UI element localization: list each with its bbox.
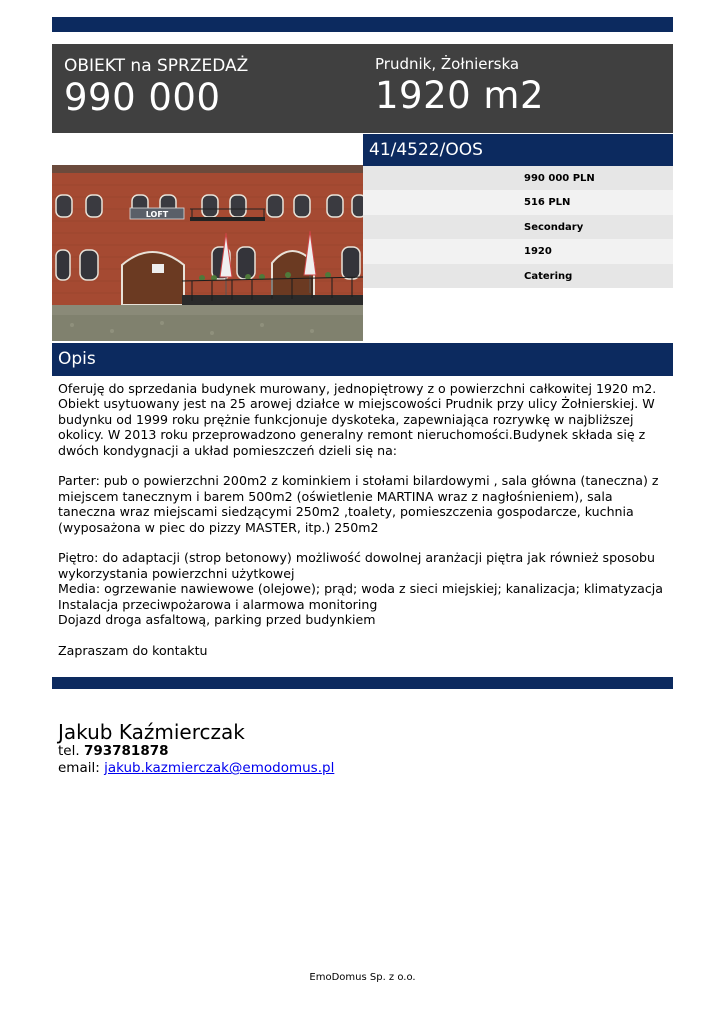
agent-name: Jakub Kaźmierczak <box>58 720 245 744</box>
email-label: email: <box>58 760 100 776</box>
phone-number: 793781878 <box>83 743 169 759</box>
reference-number: 41/4522/OOS <box>369 140 483 160</box>
top-bar <box>52 17 673 32</box>
description-header <box>52 343 673 376</box>
property-photo <box>52 165 363 341</box>
agent-phone <box>58 743 169 759</box>
detail-row-market: Secondary <box>363 215 673 239</box>
details-table <box>363 166 673 288</box>
detail-row-price-per-m2: 516 PLN <box>363 190 673 214</box>
email-link[interactable]: jakub.kazmierczak@emodomus.pl <box>104 760 335 776</box>
location-label: Prudnik, Żołnierska <box>375 55 520 73</box>
hero-panel <box>52 44 673 133</box>
area-value: 1920 m2 <box>375 74 545 117</box>
detail-row-type: Catering <box>363 264 673 288</box>
offer-type-label: OBIEKT na SPRZEDAŻ <box>64 56 249 76</box>
divider-bar <box>52 677 673 689</box>
detail-row-area: 1920 <box>363 239 673 263</box>
section-title: Opis <box>58 349 96 369</box>
footer-company: EmoDomus Sp. z o.o. <box>309 972 416 983</box>
loft-sign-text: LOFT <box>145 210 169 219</box>
phone-label: tel. <box>58 743 80 759</box>
reference-bar <box>363 134 673 166</box>
detail-row-price: 990 000 PLN <box>363 166 673 190</box>
price-value: 990 000 <box>64 76 221 119</box>
agent-email <box>58 760 334 776</box>
description-text: Oferuję do sprzedania budynek murowany, jednopiętrowy z o powierzchni całkowitej 1920 m2. Obiekt usytuowany jest na 25 arowej działce w miejscowości Prudnik przy ulicy Żołnierskiej. W budynku od 1999 roku prężnie funkcjonuje dyskoteka, zapewniająca rozrywkę w najbliższej okolicy. W 2013 roku przeprowadzono generalny remont nieruchomości.Budynek składa się z dwóch kondygnacji a układ pomieszczeń dzieli się na: Parter: pub o powierzchni 200m2 z kominkiem i stołami bilardowymi , sala główna (taneczna) z miejscem tanecznym i barem 500m2 (oświetlenie MARTINA wraz z nagłośnieniem), sala taneczna wraz miejscami siedzącymi 250m2 ,toalety, pomieszczenia gospodarcze, kuchnia (wyposażona w piec do pizzy MASTER, itp.) 250m2 Piętro: do adaptacji (strop betonowy) możliwość dowolnej aranżacji piętra jak również sposobu wykorzystania powierzchni użytkowej Media: ogrzewanie nawiewowe (olejowe); prąd; woda z sieci miejskiej; kanalizacja; klimatyzacja Instalacja przeciwpożarowa i alarmowa monitoring Dojazd droga asfaltową, parking przed budynkiem Zapraszam do kontaktu <box>58 381 664 658</box>
